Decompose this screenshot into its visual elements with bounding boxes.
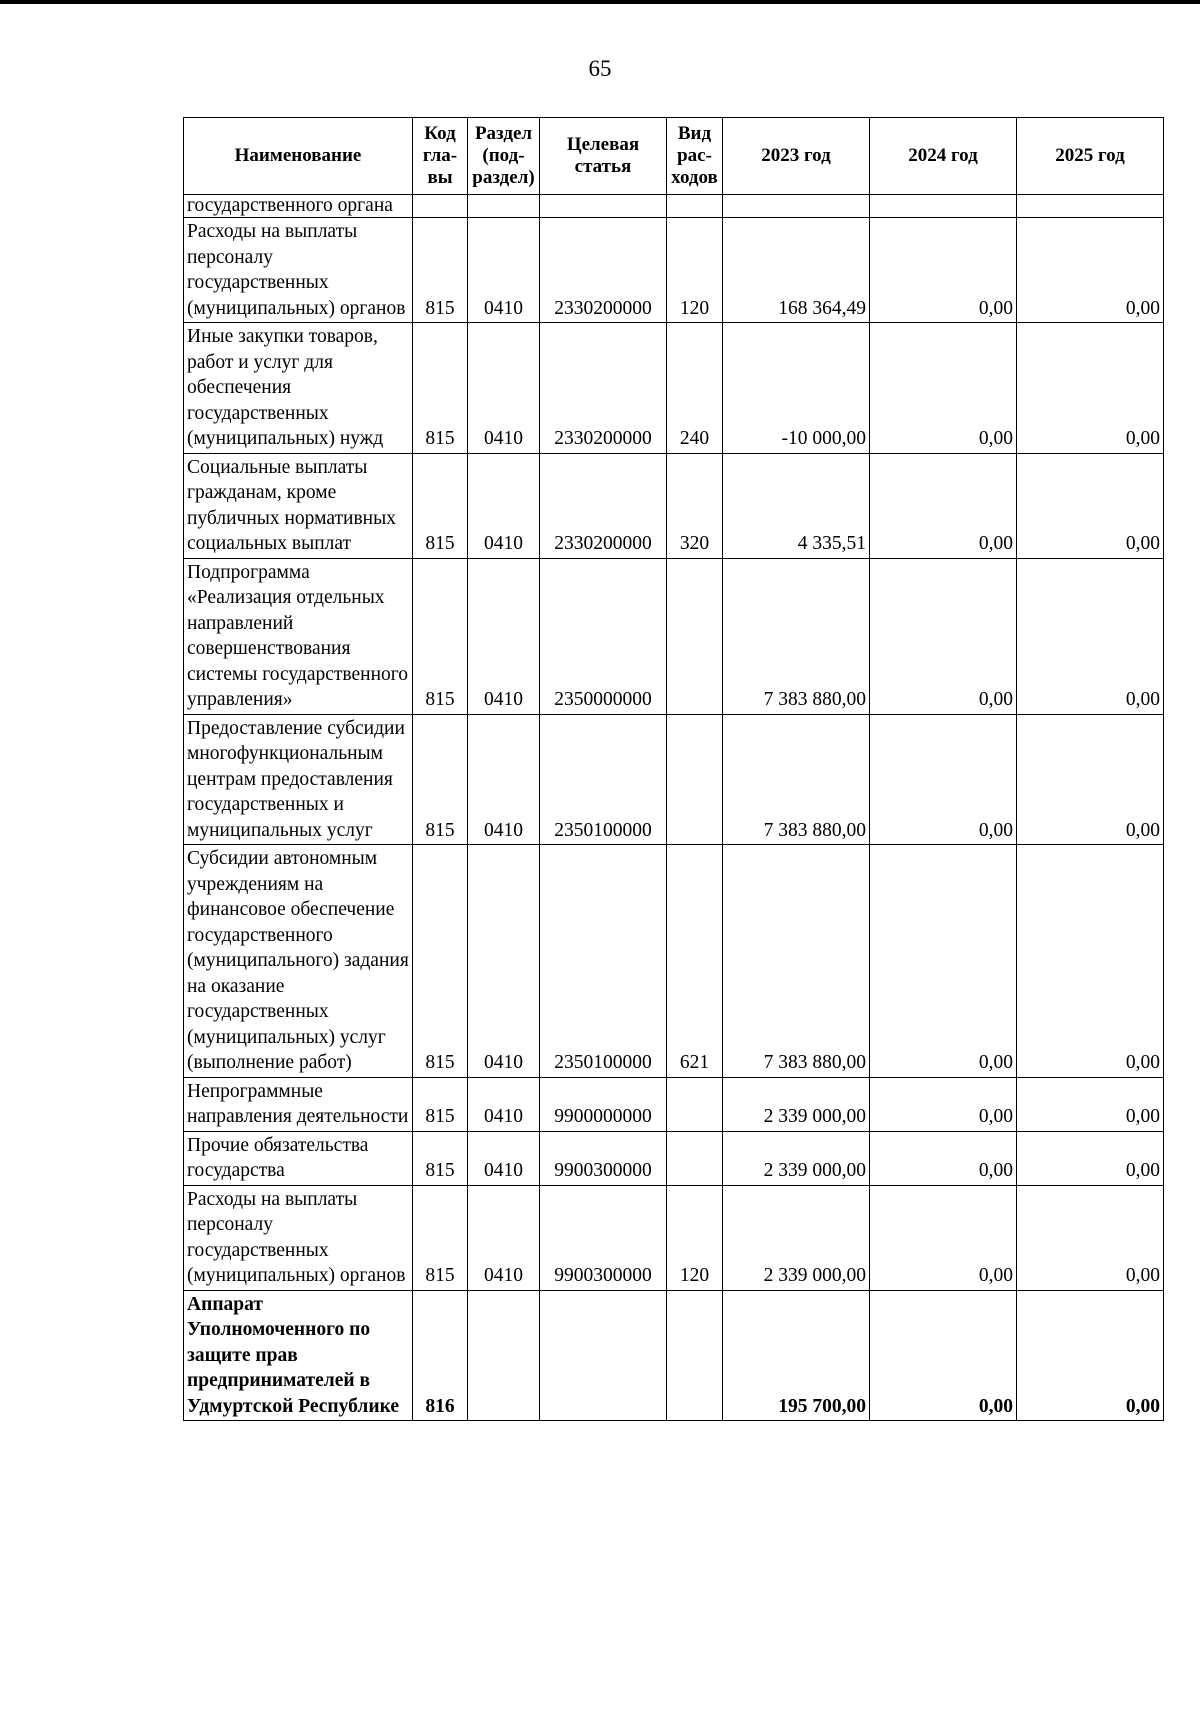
row-target xyxy=(540,1290,667,1421)
row-section xyxy=(468,195,540,218)
row-section: 0410 xyxy=(468,845,540,1078)
row-section: 0410 xyxy=(468,714,540,845)
row-name: Социальные выплаты гражданам, кроме публичных нормативных социальных выплат xyxy=(184,453,413,558)
row-2025: 0,00 xyxy=(1017,323,1164,454)
table-row xyxy=(184,1185,1164,1290)
row-name: Прочие обязательства государства xyxy=(184,1131,413,1185)
page-number: 65 xyxy=(588,56,612,81)
row-type: 320 xyxy=(667,453,723,558)
row-2025: 0,00 xyxy=(1017,453,1164,558)
row-name: Расходы на выплаты персоналу государственных (муниципальных) органов xyxy=(184,1185,413,1290)
table-row xyxy=(184,1290,1164,1421)
row-type xyxy=(667,195,723,218)
row-2025: 0,00 xyxy=(1017,845,1164,1078)
row-name: Подпрограмма «Реализация отдельных направлений совершенствования системы государственного управления» xyxy=(184,558,413,714)
row-2024: 0,00 xyxy=(870,1290,1017,1421)
row-2023: 2 339 000,00 xyxy=(723,1077,870,1131)
scan-edge xyxy=(0,0,1200,4)
header-section: Раздел (под- раздел) xyxy=(468,118,540,195)
table-row xyxy=(184,1077,1164,1131)
row-section: 0410 xyxy=(468,1077,540,1131)
row-2024: 0,00 xyxy=(870,714,1017,845)
row-code: 815 xyxy=(413,453,468,558)
row-target: 2330200000 xyxy=(540,218,667,323)
row-2023: -10 000,00 xyxy=(723,323,870,454)
row-2023: 168 364,49 xyxy=(723,218,870,323)
row-2025: 0,00 xyxy=(1017,558,1164,714)
header-target-item: Целевая статья xyxy=(540,118,667,195)
row-2024: 0,00 xyxy=(870,1131,1017,1185)
row-2025: 0,00 xyxy=(1017,218,1164,323)
row-code: 815 xyxy=(413,714,468,845)
row-type: 240 xyxy=(667,323,723,454)
row-target: 2350100000 xyxy=(540,845,667,1078)
header-name: Наименование xyxy=(184,118,413,195)
row-2023: 2 339 000,00 xyxy=(723,1185,870,1290)
row-2024 xyxy=(870,195,1017,218)
row-code: 815 xyxy=(413,1131,468,1185)
row-type xyxy=(667,1131,723,1185)
row-name: Иные закупки товаров, работ и услуг для обеспечения государственных (муниципальных) нужд xyxy=(184,323,413,454)
row-section: 0410 xyxy=(468,218,540,323)
table-row xyxy=(184,558,1164,714)
table-row xyxy=(184,323,1164,454)
row-name: Предоставление субсидии многофункциональным центрам предоставления государственных и муниципальных услуг xyxy=(184,714,413,845)
row-code: 815 xyxy=(413,1077,468,1131)
row-target: 9900300000 xyxy=(540,1185,667,1290)
row-name: государственного органа xyxy=(184,195,413,218)
row-2023: 7 383 880,00 xyxy=(723,558,870,714)
row-2023: 7 383 880,00 xyxy=(723,714,870,845)
table-row xyxy=(184,453,1164,558)
row-section: 0410 xyxy=(468,1185,540,1290)
header-2025: 2025 год xyxy=(1017,118,1164,195)
row-type xyxy=(667,1077,723,1131)
row-section xyxy=(468,1290,540,1421)
budget-table xyxy=(183,117,1164,1421)
table-row xyxy=(184,714,1164,845)
row-code xyxy=(413,195,468,218)
row-target xyxy=(540,195,667,218)
table-row xyxy=(184,218,1164,323)
header-2023: 2023 год xyxy=(723,118,870,195)
header-expense-type: Вид рас- ходов xyxy=(667,118,723,195)
row-2024: 0,00 xyxy=(870,845,1017,1078)
row-2024: 0,00 xyxy=(870,323,1017,454)
row-target: 9900000000 xyxy=(540,1077,667,1131)
row-2024: 0,00 xyxy=(870,1185,1017,1290)
row-target: 2350000000 xyxy=(540,558,667,714)
header-chapter-code: Код гла- вы xyxy=(413,118,468,195)
row-2023: 7 383 880,00 xyxy=(723,845,870,1078)
row-type: 621 xyxy=(667,845,723,1078)
row-type xyxy=(667,714,723,845)
row-target: 2330200000 xyxy=(540,323,667,454)
row-section: 0410 xyxy=(468,323,540,454)
row-target: 2350100000 xyxy=(540,714,667,845)
row-code: 815 xyxy=(413,845,468,1078)
row-2025: 0,00 xyxy=(1017,1290,1164,1421)
row-type xyxy=(667,1290,723,1421)
row-type xyxy=(667,558,723,714)
row-section: 0410 xyxy=(468,453,540,558)
header-2024: 2024 год xyxy=(870,118,1017,195)
row-2025: 0,00 xyxy=(1017,1077,1164,1131)
row-type: 120 xyxy=(667,218,723,323)
row-target: 9900300000 xyxy=(540,1131,667,1185)
row-code: 815 xyxy=(413,218,468,323)
row-name: Аппарат Уполномоченного по защите прав предпринимателей в Удмуртской Республике xyxy=(184,1290,413,1421)
table-row xyxy=(184,1131,1164,1185)
row-type: 120 xyxy=(667,1185,723,1290)
row-2023: 2 339 000,00 xyxy=(723,1131,870,1185)
row-2025: 0,00 xyxy=(1017,1185,1164,1290)
row-name: Расходы на выплаты персоналу государственных (муниципальных) органов xyxy=(184,218,413,323)
row-2023: 195 700,00 xyxy=(723,1290,870,1421)
row-2024: 0,00 xyxy=(870,1077,1017,1131)
table-row xyxy=(184,845,1164,1078)
table-header-row xyxy=(184,118,1164,195)
row-target: 2330200000 xyxy=(540,453,667,558)
row-code: 816 xyxy=(413,1290,468,1421)
row-2025 xyxy=(1017,195,1164,218)
row-name: Субсидии автономным учреждениям на финансовое обеспечение государственного (муниципального) задания на оказание государственных (муниципальных) услуг (выполнение работ) xyxy=(184,845,413,1078)
row-2023: 4 335,51 xyxy=(723,453,870,558)
row-2024: 0,00 xyxy=(870,218,1017,323)
row-code: 815 xyxy=(413,323,468,454)
row-2024: 0,00 xyxy=(870,453,1017,558)
row-section: 0410 xyxy=(468,1131,540,1185)
table-row xyxy=(184,195,1164,218)
row-name: Непрограммные направления деятельности xyxy=(184,1077,413,1131)
row-2024: 0,00 xyxy=(870,558,1017,714)
row-2025: 0,00 xyxy=(1017,714,1164,845)
row-code: 815 xyxy=(413,558,468,714)
row-2025: 0,00 xyxy=(1017,1131,1164,1185)
row-2023 xyxy=(723,195,870,218)
row-section: 0410 xyxy=(468,558,540,714)
row-code: 815 xyxy=(413,1185,468,1290)
